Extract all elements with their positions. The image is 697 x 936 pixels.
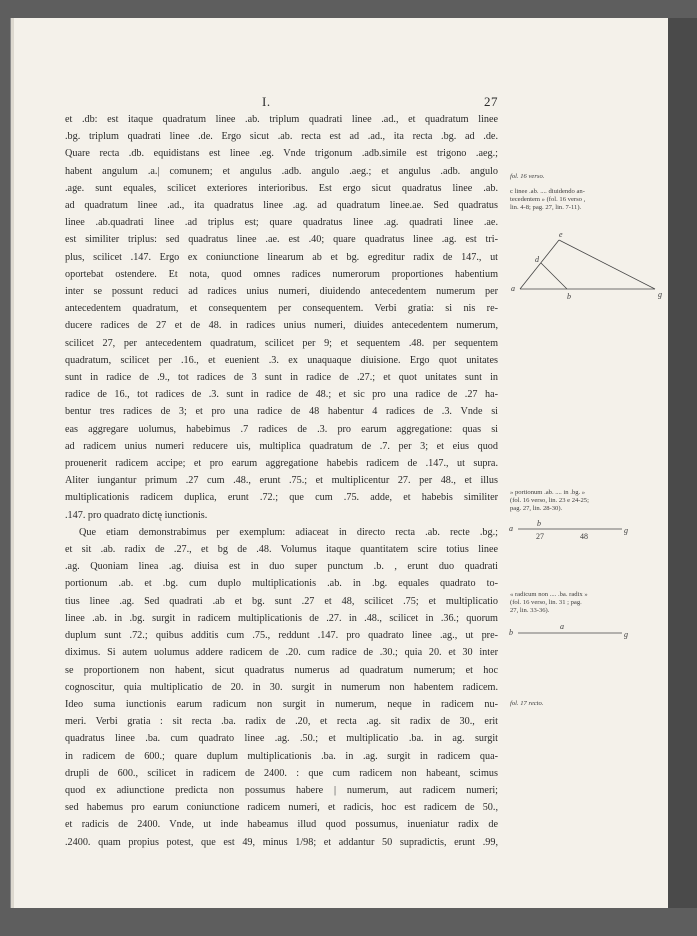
main-text	[65, 111, 498, 851]
text-line: linee .ab. in .bg. surgit in radicem multiplicationis de .27. in .48., scilicet in .36.; quorum	[65, 612, 498, 624]
text-line: diximus. Si autem uolumus addere radicem de .20. cum radice de .30.; quia 20. et 30 inter	[65, 647, 498, 659]
line2-label-g: g	[624, 630, 628, 639]
line-figure-ab-bg	[505, 518, 665, 544]
line2-label-a: a	[560, 622, 564, 631]
text-line: ad radicem unius numeri reducere uis, multiplica quadratum de .7. per 3; et eius quod	[65, 440, 498, 452]
text-line: radice de 16., tot radices de .3. sunt in radice de 48.; et sic pro una radice de .27 ha-	[65, 389, 498, 401]
margin-note-line: pag. 27, lin. 28-30).	[510, 505, 563, 513]
text-line: quadratus linee .ba. cum quadrato linee .ag. .50.; et multiplicatio .ba. in ag. surgit	[65, 733, 498, 745]
text-line: .147. pro quadrato dictę iunctionis.	[65, 509, 208, 521]
text-line: meri. Verbi gratia : sit recta .ba. radix de .20, et recta .ag. sit radix de 30., erit	[65, 716, 498, 728]
text-line: ad quadratum linee .ad., ita quadratus linee .ag. ad quadratum linee.ae. Sed quadratus	[65, 200, 498, 212]
text-line: scilicet 27, per antecedentem quadratum, scilicet per 9; et sequentem .48. per sequentem	[65, 337, 498, 349]
margin-note-folio: fol. 17 recto.	[510, 700, 544, 707]
text-line: est similiter triplus: sed quadratus linee .ae. est .40; quare quadratus linee .ag. est tri-	[65, 234, 498, 246]
text-line: bentur tres radices de 3; et pro una radice de 48 habentur 4 radices de .3. Vnde si	[65, 406, 498, 418]
text-line: in radicem de 600.; quare duplum multiplicationis .ba. in .ag. surgit in radicem qua-	[65, 750, 498, 762]
text-line: se proportionem non habent, sicut quadratus numerus ad quadratum numerum; et hoc	[65, 664, 498, 676]
triangle-label-e: e	[559, 230, 563, 239]
margin-note-variant-1	[510, 188, 660, 213]
margin-note-line: 27, lin. 33-36).	[510, 607, 550, 615]
text-line: ducere radices de 27 et de 48. in radices unius numeri, diuides antecedentem numerum,	[65, 320, 498, 332]
text-line: prouenerit radicem accipe; et pro earum aggregatione habebis radicem de .147., ut supra.	[65, 458, 498, 470]
triangle-label-g: g	[658, 290, 662, 299]
text-line: oportebat ostendere. Et nota, quod omnes radices numerorum proportiones habentium	[65, 268, 498, 280]
text-line: eas aggregare uolumus, habebimus .7 radices de .3. pro earum aggregatione: quas si	[65, 423, 498, 435]
text-line: quadratum, scilicet per .16., et euenient .3. ex unaquaque diuisione. Ergo quot unitates	[65, 354, 498, 366]
margin-note-line: (fol. 16 verso, lin. 31 ; pag.	[510, 599, 582, 607]
margin-note-folio: fol. 16 verso.	[510, 173, 545, 180]
text-line: et radicis de 2400. Vnde, ut inde habeamus illud quod possumus, inueniatur radix de	[65, 819, 498, 831]
triangle-side-eg	[559, 240, 655, 289]
text-line: Quare recta .db. equidistans est linee .eg. Vnde trigonum .adb.simile est trigono .aeg.;	[65, 148, 498, 160]
margin-note-fol16v	[510, 173, 660, 181]
text-line: .2400. quam propius potest, que est 49, minus 1/98; et addantur 50 supradictis, erunt .99,	[65, 836, 498, 848]
triangle-side-ae	[520, 240, 559, 289]
margin-note-line: « radicum non .... .ba. radix »	[510, 591, 588, 598]
line1-label-g: g	[624, 526, 628, 535]
line1-value-bg: 48	[580, 532, 588, 541]
text-line: Ideo suma iunctionis earum radicum non surgit in numerum, neque in radicem nu-	[65, 698, 498, 710]
folio-chapter: I.	[262, 94, 271, 109]
text-line: sunt in radice de .9., tot radices de 3 sunt in radice de .27.; et quot unitates sunt in	[65, 372, 498, 384]
margin-note-line: c linee .ab. .... diuidendo an-	[510, 188, 585, 195]
margin-note-variant-2	[510, 489, 660, 514]
text-line: multiplicationis radicem duplica, erunt .72.; que cum .75. adde, et habebis similiter	[65, 492, 498, 504]
triangle-line-db	[541, 263, 567, 289]
text-line: habent angulum .a.| comunem; et angulus .adb. angulo .aeg.; et angulus .adb. angulo	[65, 165, 498, 177]
text-line: tius linee .ag. Sed quadrati .ab et bg. sunt .27 et 48, scilicet .75; et multiplicatio	[65, 595, 498, 607]
line2-label-b: b	[509, 628, 513, 637]
text-line: sed habemus pro earum coniunctione radicem numeri, et radicis, hoc est radicem de 50.,	[65, 802, 498, 814]
line1-label-a: a	[509, 524, 513, 533]
margin-note-line: tecedentem » (fol. 16 verso ,	[510, 196, 586, 204]
margin-note-variant-3	[510, 591, 660, 616]
text-line: inter se possunt reduci ad radices unius numeri, diuidendo antecedentem numerum per	[65, 286, 498, 298]
text-line: antecedentem quadratum, et consequentem per consequentem. Verbi gratia: si nis re-	[65, 303, 498, 315]
triangle-label-a: a	[511, 284, 515, 293]
text-line: .ag. Quoniam linea .ag. diuisa est in duo super punctum .b. , erunt duo quadrati	[65, 561, 498, 573]
text-line: portionum .ab. et .bg. cum duplo multiplicationis .ab. in .bg. equales quadrato to-	[65, 578, 498, 590]
page-edge-shadow	[668, 18, 697, 908]
line-figure-ba-ag	[505, 620, 665, 640]
triangle-label-d: d	[535, 255, 539, 264]
margin-note-line: (fol. 16 verso, lin. 23 e 24-25;	[510, 497, 589, 505]
text-line: drupli de 600., scilicet in radicem de 2400. : que cum radicem non habeant, scimus	[65, 767, 498, 779]
line1-value-ab: 27	[536, 532, 544, 541]
margin-note-line: » portionum .ab. .... in .bg. »	[510, 489, 586, 496]
text-line: duplum sunt .72.; quibus additis cum .75., reddunt .147. pro quadrato linee .ag., ut pre-	[65, 630, 498, 642]
text-line: Aliter iungantur primum .27 cum .48., erunt .75.; et multiplicentur 27. per 48., et illus	[65, 475, 498, 487]
triangle-label-b: b	[567, 292, 571, 301]
text-line: quod ex adiunctione predicta non possumus habere | numerum, aut radicem numeri;	[65, 784, 498, 796]
margin-note-line: lin. 4-8; pag. 27, lin. 7-11).	[510, 204, 582, 212]
triangle-figure	[505, 225, 670, 305]
text-line: .bg. triplum quadrati linee .de. Ergo sicut .ab. recta est ad .ad., ita recta .bg. ad .de.	[65, 131, 498, 143]
text-line: et sit .ab. radix de .27., et bg de .48. Volumus itaque quantitatem scire totius linee	[65, 544, 498, 556]
folio-page-number: 27	[484, 94, 498, 109]
text-line: linee .ab.quadrati linee .ad triplus est; quare quadratus linee .ag. quadrati linee .ae.	[65, 217, 498, 229]
text-line: cognoscitur, quia multiplicatio de 20. in 30. surgit in numerum non habentem radicem.	[65, 681, 498, 693]
text-line: plus, scilicet .147. Ergo ex coniunctione linearum ab et bg. egreditur radix de 147., ut	[65, 251, 498, 263]
text-line: et .db: est itaque quadratum linee .ab. triplum quadrati linee .ad., et quadratum linee	[65, 114, 498, 125]
text-line: Que etiam demonstrabimus per exemplum: adiaceat in directo recta .ab. recte .bg.;	[79, 526, 498, 538]
margin-note-fol17r	[510, 700, 660, 708]
line1-label-b: b	[537, 519, 541, 528]
text-line: .age. sunt equales, scilicet exteriores interioribus. Est ergo sicut quadratus linee .ab.	[65, 182, 498, 194]
